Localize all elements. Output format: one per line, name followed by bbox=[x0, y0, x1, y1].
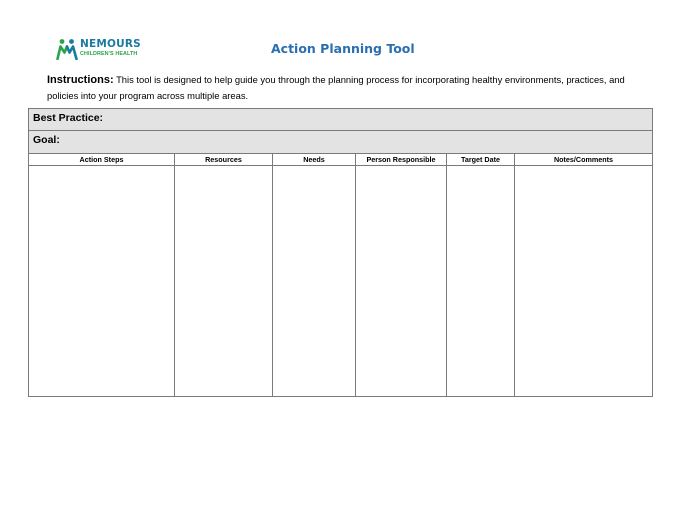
person-responsible-cell[interactable] bbox=[356, 166, 446, 396]
column-divider bbox=[514, 154, 515, 396]
column-header-needs: Needs bbox=[273, 154, 355, 166]
column-header-notes-comments: Notes/Comments bbox=[515, 154, 652, 166]
column-header-target-date: Target Date bbox=[447, 154, 514, 166]
best-practice-row[interactable] bbox=[29, 109, 652, 131]
column-header-person-responsible: Person Responsible bbox=[356, 154, 446, 166]
column-header-resources: Resources bbox=[175, 154, 272, 166]
column-divider bbox=[272, 154, 273, 396]
column-header-action-steps: Action Steps bbox=[29, 154, 174, 166]
brand-name: NEMOURS bbox=[80, 38, 141, 50]
notes-comments-cell[interactable] bbox=[515, 166, 652, 396]
column-divider bbox=[355, 154, 356, 396]
best-practice-label: Best Practice: bbox=[33, 112, 104, 124]
goal-label: Goal: bbox=[33, 134, 60, 146]
column-divider bbox=[446, 154, 447, 396]
instructions-lead: Instructions: bbox=[47, 74, 114, 86]
goal-row[interactable] bbox=[29, 131, 652, 154]
page-title: Action Planning Tool bbox=[271, 41, 415, 56]
action-steps-cell[interactable] bbox=[29, 166, 174, 396]
needs-cell[interactable] bbox=[273, 166, 355, 396]
instructions-text: This tool is designed to help guide you through the planning process for incorporating healthy environments, practices, and policies into your program across multiple areas. bbox=[47, 74, 625, 101]
target-date-cell[interactable] bbox=[447, 166, 514, 396]
nemours-logo bbox=[56, 37, 146, 61]
nemours-figures-icon bbox=[56, 38, 78, 60]
resources-cell[interactable] bbox=[175, 166, 272, 396]
instructions bbox=[47, 72, 637, 103]
brand-tagline: CHILDREN'S HEALTH bbox=[80, 51, 138, 57]
column-divider bbox=[174, 154, 175, 396]
action-plan-table bbox=[28, 108, 653, 397]
